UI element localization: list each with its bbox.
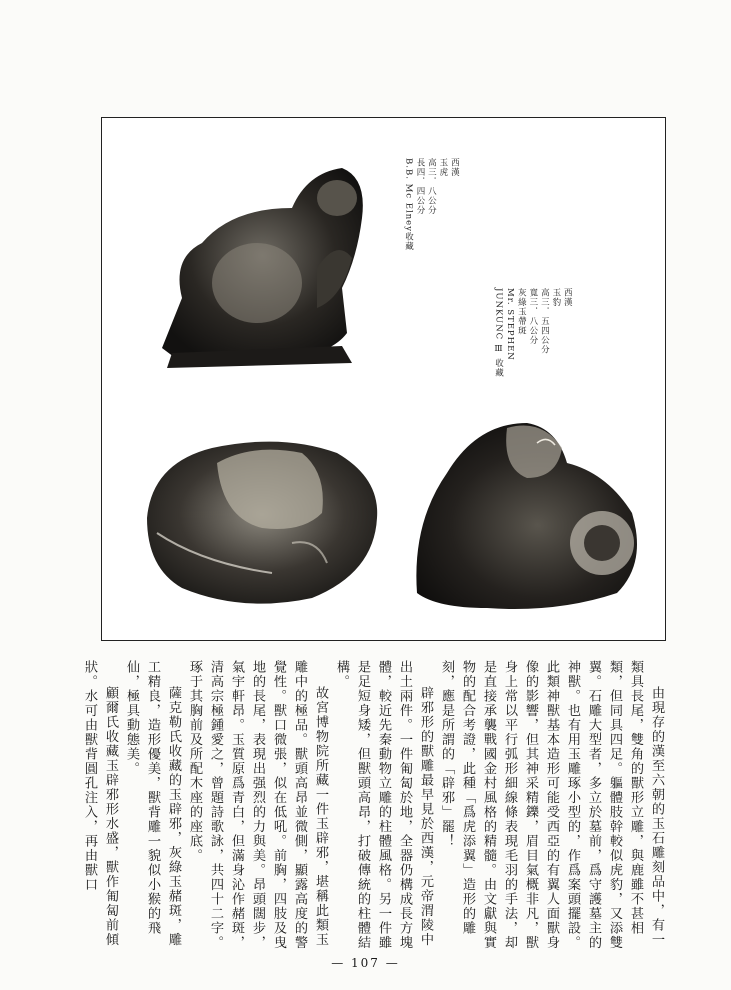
caption-line: Mr. STEPHEN: [504, 288, 515, 361]
caption-line: JUNKUNC Ⅲ 收藏: [493, 288, 504, 378]
caption-line: 高三．八公分: [426, 158, 437, 215]
caption-line: 寬三．八公分: [527, 288, 538, 345]
leopard-caption: [492, 288, 572, 448]
caption-line: 西漢: [449, 158, 460, 177]
caption-line: 灰綠玉帶斑: [516, 288, 527, 336]
photo-plate: [101, 117, 666, 641]
caption-line: 玉虎: [437, 158, 448, 177]
tiger-caption: [402, 158, 459, 348]
caption-line: 高三．五四公分: [539, 288, 550, 355]
caption-line: 玉豹: [550, 288, 561, 307]
paragraph: 由現存的漢至六朝的玉石雕刻品中，有一類具長尾，雙角的獸形立雕，與鹿雖不甚相類，但同具四足。軀體肢幹較似虎豹，又添雙翼。石雕大型者，多立於墓前，爲守護墓主的神獸。也有用玉雕琢小型的，作爲案頭擺設。此類神獸基本造形可能受西亞的有翼人面獸身像的影響，但其神采精鑠，眉目氣概非凡，獸身上常以平行弧形細線條表現毛羽的手法，却是直接承襲戰國金村風格的精髓。由文獻與實物的配合考證，此種「爲虎添翼」造形的雕刻，應是所謂的「辟邪」罷！: [439, 660, 664, 950]
jade-carving-photo: [142, 423, 382, 613]
page-number: — 107 —: [331, 956, 400, 970]
paragraph: 薩克勒氏收藏的玉辟邪，灰綠玉赭斑，雕工精良，造形優美，獸背雕一貌似小猴的飛仙，極具動態美。: [124, 660, 181, 948]
paragraph: 故宮博物院所藏一件玉辟邪，堪稱此類玉雕中的極品。獸頭高昂並微側，顯露高度的警覺性。獸口微張，似在低吼。前胸，四肢及曳地的長尾，表現出强烈的力與美。昂頭闊步，氣宇軒昂。玉質原爲青白，但滿身沁作赭斑，清高宗極鍾愛之，曾題詩歌詠，共四十二字。琢于其胸前及所配木座的座底。: [187, 660, 328, 950]
caption-line: 長四．四公分: [414, 158, 425, 215]
caption-line: B.B. Mc Elney收藏: [403, 158, 414, 251]
paragraph: 辟邪形的獸雕最早見於西漢，元帝渭陵中出土兩件。一件匍匐於地，全器仍構成長方塊體，較近先秦動物立雕的柱體風格。另一件雖是足短身矮，但獸頭高昂，打破傳統的柱體結構。: [334, 660, 433, 950]
paragraph: 顧爾氏收藏玉辟邪形水盛，獸作匍匐前傾狀。水可由獸背圓孔注入，再由獸口: [82, 660, 118, 948]
article-body: [79, 660, 667, 960]
jade-tiger-photo: [142, 148, 372, 373]
caption-line: 西漢: [562, 288, 573, 307]
